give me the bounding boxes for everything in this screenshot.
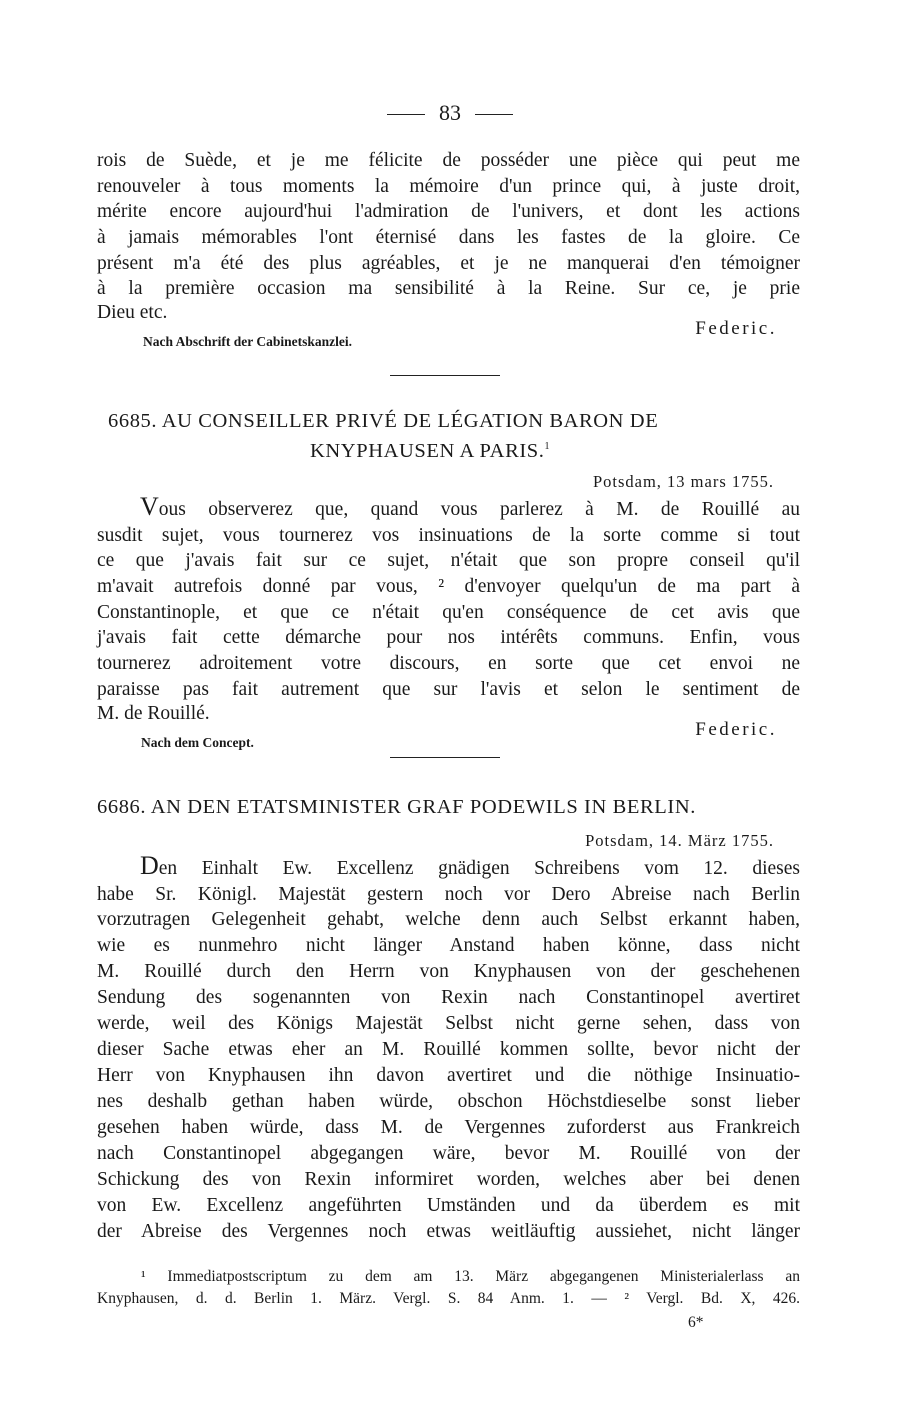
text-line: susdit sujet, vous tournerez vos insinuations de la sorte comme si tout: [97, 525, 800, 546]
letter-date: Potsdam, 13 mars 1755.: [592, 472, 774, 491]
text-line: M. de Rouillé.: [97, 703, 210, 724]
source-note: Nach Abschrift der Cabinetskanzlei.: [143, 334, 353, 349]
text-line: j'avais fait cette démarche pour nos intérêts communs. Enfin, vous: [97, 627, 800, 648]
letter-heading: 6685. AU CONSEILLER PRIVÉ DE LÉGATION BARON DE: [108, 410, 659, 432]
text-line: ce que j'avais fait sur ce sujet, n'était que son propre conseil qu'il: [97, 550, 800, 571]
letter-date: Potsdam, 14. März 1755.: [585, 831, 774, 850]
text-line: Vous observerez que, quand vous parlerez à M. de Rouillé au: [140, 492, 800, 521]
text-line: Den Einhalt Ew. Excellenz gnädigen Schreibens vom 12. dieses: [140, 851, 800, 880]
letter-heading: 6686. AN DEN ETATSMINISTER GRAF PODEWILS IN BERLIN.: [97, 796, 696, 818]
text-line: Herr von Knyphausen ihn davon avertiret und die nöthige Insinuatio-: [97, 1065, 800, 1086]
text-line: paraisse pas fait autrement que sur l'avis et selon le sentiment de: [97, 679, 800, 700]
text-line: mérite encore aujourd'hui l'admiration de l'univers, et dont les actions: [97, 201, 800, 222]
footnote: ¹ Immediatpostscriptum zu dem am 13. März abgegangenen Ministerialerlass an: [141, 1268, 800, 1285]
text-line: m'avait autrefois donné par vous, ² d'envoyer quelqu'un de ma part à: [97, 576, 800, 597]
text-line: renouveler à tous moments la mémoire d'un prince qui, à juste droit,: [97, 176, 800, 197]
source-note: Nach dem Concept.: [141, 735, 254, 750]
text-line: werde, weil des Königs Majestät Selbst nicht gerne sehen, dass von: [97, 1013, 800, 1034]
text-line: Schickung des von Rexin informiret worden, welches aber bei denen: [97, 1169, 800, 1190]
text-line: vorzutragen Gelegenheit gehabt, welche denn auch Selbst erkannt haben,: [97, 909, 800, 930]
text-line: à jamais mémorables l'ont éternisé dans les fastes de la gloire. Ce: [97, 227, 800, 248]
text-line: Constantinople, et que ce n'était qu'en conséquence de cet avis que: [97, 602, 800, 623]
text-line: tournerez adroitement votre discours, en sorte que cet envoi ne: [97, 653, 800, 674]
text-line: gesehen haben würde, dass M. de Vergennes zuforderst aus Frankreich: [97, 1117, 800, 1138]
page-number: 83: [0, 100, 900, 126]
text-line: habe Sr. Königl. Majestät gestern noch vor Dero Abreise nach Berlin: [97, 884, 800, 905]
text-line: nach Constantinopel abgegangen wäre, bevor M. Rouillé von der: [97, 1143, 800, 1164]
signature-mark: 6*: [688, 1314, 704, 1331]
text-line: der Abreise des Vergennes noch etwas weitläuftig aussiehet, nicht länger: [97, 1221, 800, 1242]
text-line: nes deshalb gethan haben würde, obschon Höchstdieselbe sonst lieber: [97, 1091, 800, 1112]
letter-heading-line2: KNYPHAUSEN A PARIS.$^1$: [310, 439, 551, 462]
text-line: Sendung des sogenannten von Rexin nach Constantinopel avertiret: [97, 987, 800, 1008]
signature: Federic.: [695, 719, 777, 740]
footnote: Knyphausen, d. d. Berlin 1. März. Vergl. S. 84 Anm. 1. — ² Vergl. Bd. X, 426.: [97, 1290, 800, 1307]
text-line: von Ew. Excellenz angeführten Umständen und da überdem es mit: [97, 1195, 800, 1216]
text-line: wie es nunmehro nicht länger Anstand haben könne, dass nicht: [97, 935, 800, 956]
text-line: présent m'a été des plus agréables, et je ne manquerai d'en témoigner: [97, 253, 800, 274]
text-line: dieser Sache etwas eher an M. Rouillé kommen sollte, bevor nicht der: [97, 1039, 800, 1060]
signature: Federic.: [695, 318, 777, 339]
text-line: M. Rouillé durch den Herrn von Knyphausen von der geschehenen: [97, 961, 800, 982]
text-line: à la première occasion ma sensibilité à la Reine. Sur ce, je prie: [97, 278, 800, 299]
text-line: Dieu etc.: [97, 302, 168, 323]
section-divider: [390, 757, 500, 758]
text-line: rois de Suède, et je me félicite de posséder une pièce qui peut me: [97, 150, 800, 171]
section-divider: [390, 375, 500, 376]
